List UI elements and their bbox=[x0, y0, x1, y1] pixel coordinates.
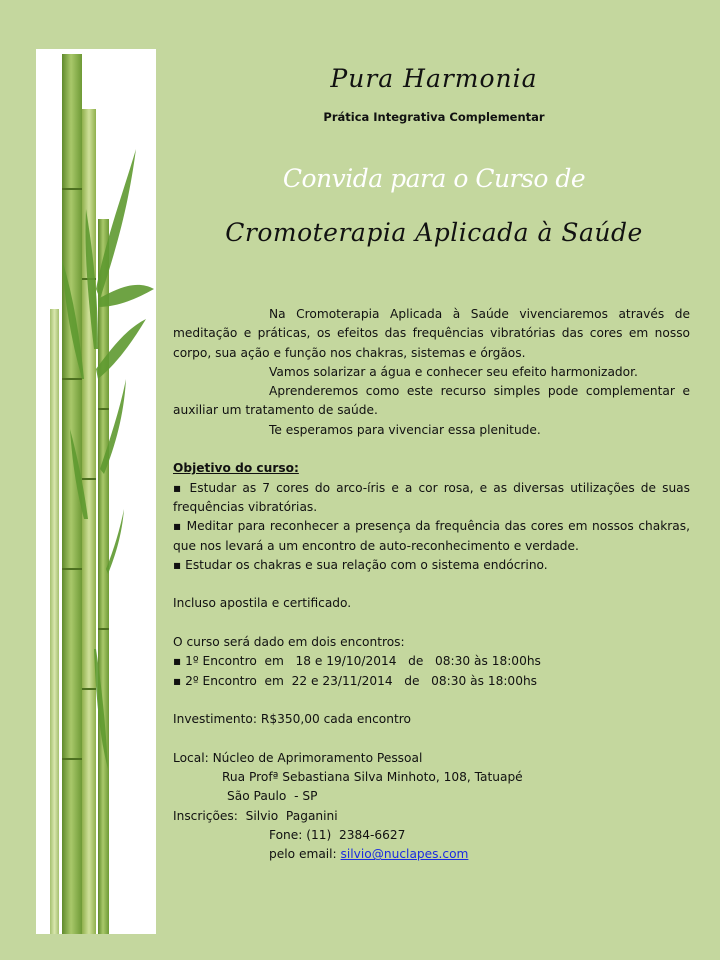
objective-heading: Objetivo do curso: bbox=[173, 461, 299, 476]
registration-email-line bbox=[173, 845, 690, 864]
registration-contact: Inscrições: Silvio Paganini bbox=[173, 808, 338, 823]
objective-item: ▪ Estudar as 7 cores do arco-íris e a cor rosa, e as diversas utilizações de suas frequências vibratórias. bbox=[173, 480, 690, 514]
email-link[interactable]: silvio@nuclapes.com bbox=[340, 847, 469, 862]
location-line: Local: Núcleo de Aprimoramento Pessoal bbox=[173, 750, 423, 765]
objective-item: ▪ Meditar para reconhecer a presença da frequência das cores em nossos chakras, que nos levará a um encontro de auto-reconhecimento e verdade. bbox=[173, 519, 690, 553]
intro-paragraph: Te esperamos para vivenciar essa plenitude. bbox=[269, 422, 541, 437]
bamboo-illustration bbox=[36, 49, 156, 934]
included-note: Incluso apostila e certificado. bbox=[173, 596, 352, 611]
schedule-heading: O curso será dado em dois encontros: bbox=[173, 635, 405, 650]
email-label: pelo email: bbox=[269, 847, 341, 862]
investment-text: Investimento: R$350,00 cada encontro bbox=[173, 712, 411, 727]
intro-paragraph: Vamos solarizar a água e conhecer seu efeito harmonizador. bbox=[269, 364, 638, 379]
registration-phone: Fone: (11) 2384-6627 bbox=[269, 828, 406, 843]
objective-item: ▪ Estudar os chakras e sua relação com o sistema endócrino. bbox=[173, 557, 548, 572]
intro-paragraph: Na Cromoterapia Aplicada à Saúde vivenciaremos através de meditação e práticas, os efeitos das frequências vibratórias das cores em nosso corpo, sua ação e função nos chakras, sistemas e órgãos. bbox=[173, 307, 690, 360]
course-title: Cromoterapia Aplicada à Saúde bbox=[225, 218, 643, 247]
invite-heading: Convida para o Curso de bbox=[282, 164, 586, 193]
schedule-item: ▪ 2º Encontro em 22 e 23/11/2014 de 08:30 às 18:00hs bbox=[173, 673, 538, 688]
schedule-item: ▪ 1º Encontro em 18 e 19/10/2014 de 08:30 às 18:00hs bbox=[173, 654, 541, 669]
location-address: Rua Profª Sebastiana Silva Minhoto, 108, Tatuapé bbox=[222, 770, 523, 785]
flyer-body bbox=[173, 305, 690, 865]
bamboo-image bbox=[36, 49, 156, 934]
location-city: São Paulo - SP bbox=[227, 789, 318, 804]
page-title: Pura Harmonia bbox=[330, 64, 538, 93]
page-subtitle: Prática Integrativa Complementar bbox=[323, 110, 545, 124]
intro-paragraph: Aprenderemos como este recurso simples pode complementar e auxiliar um tratamento de saúde. bbox=[173, 384, 690, 418]
